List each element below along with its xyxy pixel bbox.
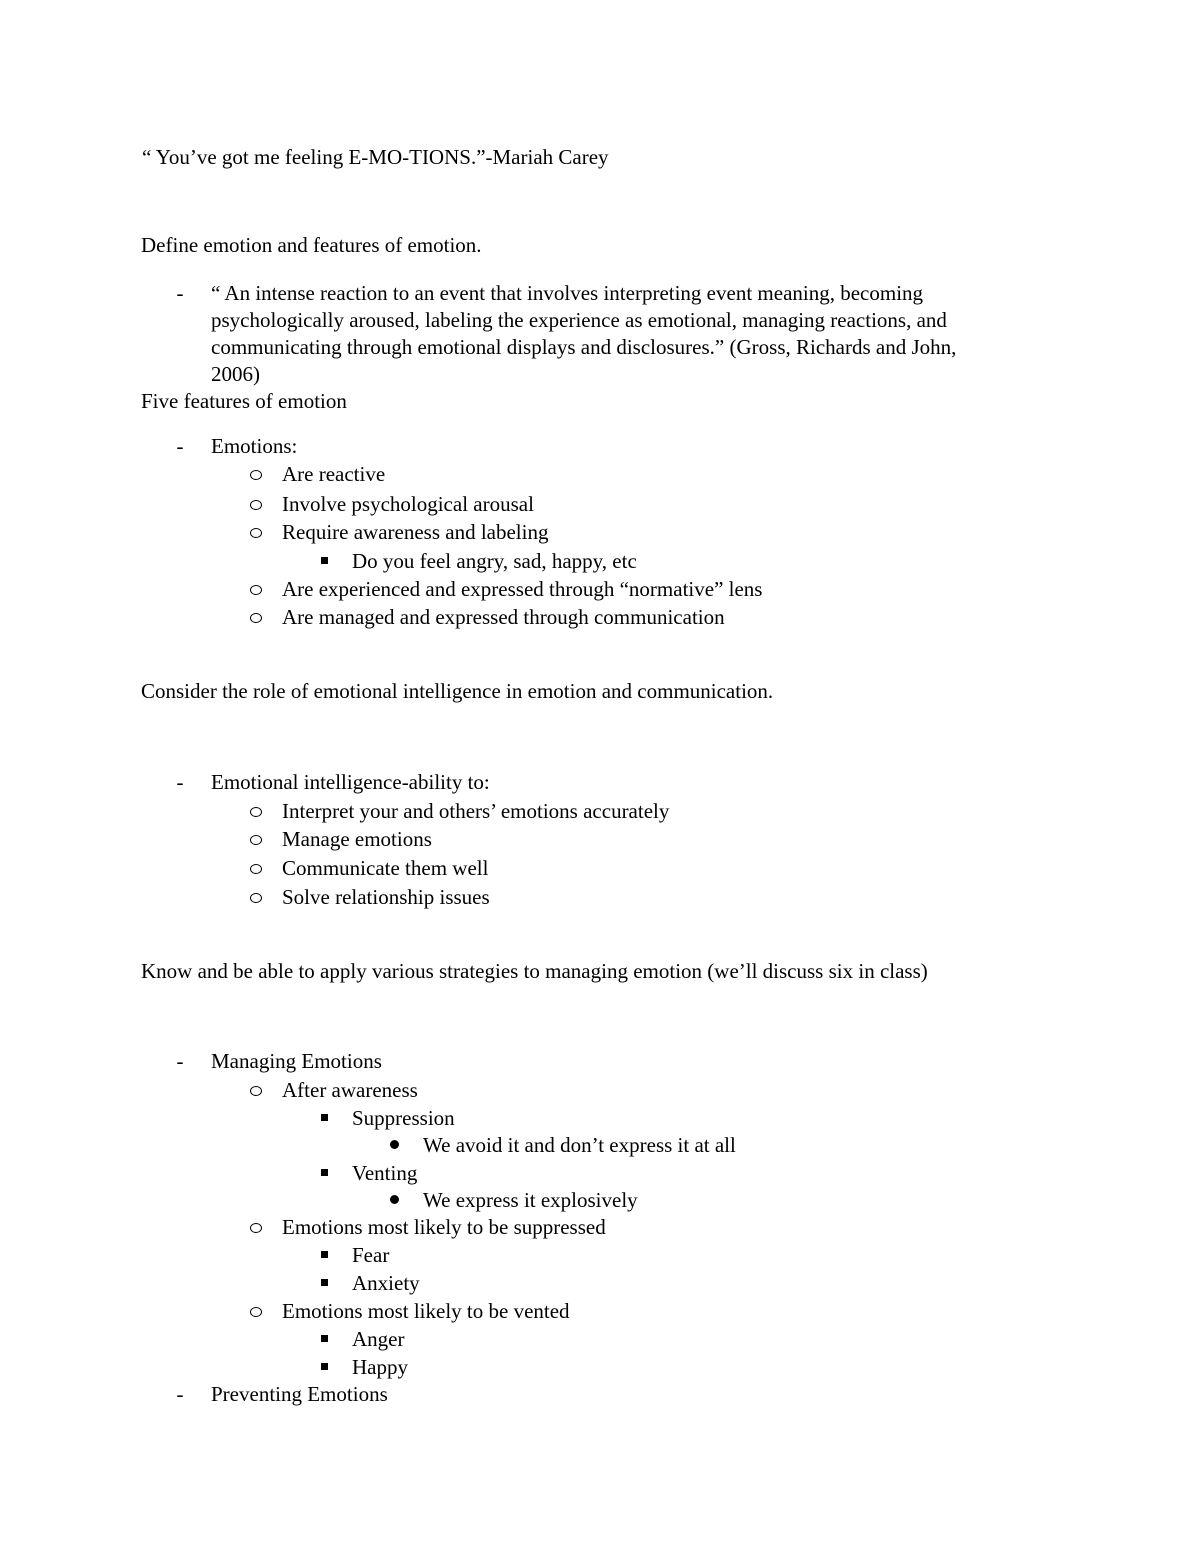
vented-label: Emotions most likely to be vented	[282, 1299, 570, 1323]
features-heading: Five features of emotion	[141, 389, 347, 413]
feature-item: Require awareness and labeling	[282, 520, 549, 544]
vented-item: Anger	[352, 1327, 405, 1351]
suppression-desc: We avoid it and don’t express it at all	[423, 1133, 736, 1157]
feature-item: Are managed and expressed through communication	[282, 605, 725, 629]
dash-bullet: -	[176, 770, 184, 794]
ei-label: Emotional intelligence-ability to:	[211, 770, 490, 794]
round-bullet-icon	[390, 1140, 399, 1149]
square-bullet-icon	[321, 1335, 328, 1342]
circle-bullet-icon	[250, 585, 262, 595]
emotions-label: Emotions:	[211, 434, 298, 458]
venting-label: Venting	[352, 1161, 418, 1185]
suppressed-item: Anxiety	[352, 1271, 420, 1295]
circle-bullet-icon	[250, 864, 262, 874]
feature-item: Involve psychological arousal	[282, 492, 534, 516]
epigraph: “ You’ve got me feeling E-MO-TIONS.”-Mariah Carey	[142, 145, 609, 169]
section-heading-managing-strategies: Know and be able to apply various strategies to managing emotion (we’ll discuss six in class)	[141, 959, 928, 983]
square-bullet-icon	[321, 1114, 328, 1121]
dash-bullet: -	[176, 434, 184, 458]
dash-bullet: -	[176, 281, 184, 305]
suppressed-item: Fear	[352, 1243, 390, 1267]
round-bullet-icon	[390, 1195, 399, 1204]
square-bullet-icon	[321, 1169, 328, 1176]
labeling-example: Do you feel angry, sad, happy, etc	[352, 549, 637, 573]
ei-item: Interpret your and others’ emotions accurately	[282, 799, 670, 823]
dash-bullet: -	[176, 1382, 184, 1406]
dash-bullet: -	[176, 1049, 184, 1073]
ei-item: Solve relationship issues	[282, 885, 490, 909]
square-bullet-icon	[321, 1251, 328, 1258]
ei-item: Manage emotions	[282, 827, 432, 851]
venting-desc: We express it explosively	[423, 1188, 638, 1212]
square-bullet-icon	[321, 1279, 328, 1286]
circle-bullet-icon	[250, 1223, 262, 1233]
circle-bullet-icon	[250, 893, 262, 903]
emotion-definition-quote	[211, 280, 1051, 388]
circle-bullet-icon	[250, 807, 262, 817]
feature-item: Are reactive	[282, 462, 386, 486]
quote-line: psychologically aroused, labeling the experience as emotional, managing reactions, and	[211, 308, 947, 332]
circle-bullet-icon	[250, 613, 262, 623]
square-bullet-icon	[321, 1363, 328, 1370]
circle-bullet-icon	[250, 528, 262, 538]
vented-item: Happy	[352, 1355, 408, 1379]
suppressed-label: Emotions most likely to be suppressed	[282, 1215, 606, 1239]
suppression-label: Suppression	[352, 1106, 455, 1130]
circle-bullet-icon	[250, 470, 262, 480]
circle-bullet-icon	[250, 835, 262, 845]
quote-line: communicating through emotional displays and disclosures.” (Gross, Richards and John,	[211, 335, 957, 359]
managing-emotions-label: Managing Emotions	[211, 1049, 382, 1073]
circle-bullet-icon	[250, 500, 262, 510]
ei-item: Communicate them well	[282, 856, 489, 880]
circle-bullet-icon	[250, 1307, 262, 1317]
quote-line: “ An intense reaction to an event that involves interpreting event meaning, becoming	[211, 281, 924, 305]
feature-item: Are experienced and expressed through “normative” lens	[282, 577, 763, 601]
quote-line: 2006)	[211, 362, 260, 386]
section-heading-emotional-intelligence: Consider the role of emotional intelligence in emotion and communication.	[141, 679, 774, 703]
preventing-emotions-label: Preventing Emotions	[211, 1382, 388, 1406]
square-bullet-icon	[321, 557, 328, 564]
circle-bullet-icon	[250, 1086, 262, 1096]
section-heading-define-emotion: Define emotion and features of emotion.	[141, 233, 482, 257]
after-awareness: After awareness	[282, 1078, 418, 1102]
